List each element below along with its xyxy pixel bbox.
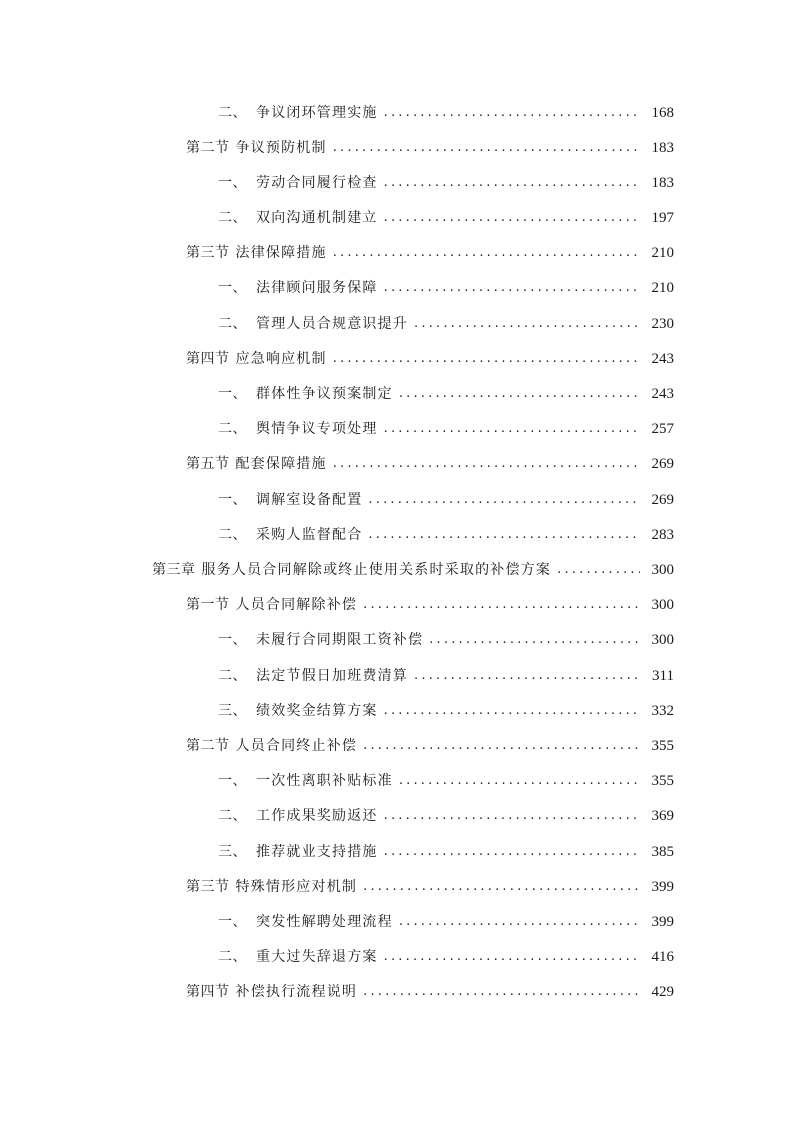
toc-entry xyxy=(186,978,674,1002)
toc-entry xyxy=(218,626,674,650)
toc-dot-leader xyxy=(363,595,640,615)
toc-entry-page: 269 xyxy=(651,492,674,508)
toc-entry xyxy=(218,943,674,967)
toc-dot-leader xyxy=(363,982,640,1002)
toc-entry-title: 推荐就业支持措施 xyxy=(256,844,378,860)
toc-dot-leader xyxy=(333,243,640,263)
toc-entry xyxy=(218,662,674,686)
toc-entry-title: 应急响应机制 xyxy=(235,351,327,367)
toc-entry-number: 二、 xyxy=(218,808,247,824)
toc-entry xyxy=(218,908,674,932)
toc-entry-title: 配套保障措施 xyxy=(235,456,327,472)
toc-dot-leader xyxy=(333,454,640,474)
toc-entry-page: 311 xyxy=(652,668,674,684)
toc-dot-leader xyxy=(333,349,640,369)
toc-entry-number: 一、 xyxy=(218,280,247,296)
toc-entry-page: 269 xyxy=(651,456,674,472)
toc-entry xyxy=(186,239,674,263)
toc-entry xyxy=(186,450,674,474)
toc-entry-page: 385 xyxy=(651,844,674,860)
toc-entry-page: 230 xyxy=(651,316,674,332)
toc-entry-page: 243 xyxy=(651,386,674,402)
toc-entry-page: 210 xyxy=(651,280,674,296)
toc-entry-page: 210 xyxy=(651,245,674,261)
toc-entry xyxy=(218,767,674,791)
toc-entry-page: 399 xyxy=(651,914,674,930)
toc-entry-page: 332 xyxy=(651,703,674,719)
toc-entry-title: 采购人监督配合 xyxy=(256,527,363,543)
toc-entry-title: 重大过失辞退方案 xyxy=(256,949,378,965)
toc-entry-page: 300 xyxy=(651,632,674,648)
toc-entry-page: 197 xyxy=(651,210,674,226)
toc-entry-number: 二、 xyxy=(218,668,247,684)
toc-entry-title: 舆情争议专项处理 xyxy=(256,421,378,437)
toc-entry-title: 绩效奖金结算方案 xyxy=(256,703,378,719)
toc-entry-page: 257 xyxy=(651,421,674,437)
toc-entry-title: 人员合同终止补偿 xyxy=(235,738,358,754)
toc-entry xyxy=(218,521,674,545)
toc-dot-leader xyxy=(557,560,640,580)
toc-entry xyxy=(218,838,674,862)
toc-entry-page: 300 xyxy=(651,562,674,578)
toc-entry xyxy=(186,732,674,756)
toc-entry xyxy=(186,345,674,369)
toc-dot-leader xyxy=(414,666,640,686)
toc-entry xyxy=(186,134,674,158)
toc-entry-number: 二、 xyxy=(218,105,247,121)
toc-entry-page: 183 xyxy=(651,175,674,191)
toc-dot-leader xyxy=(399,384,640,404)
toc-entry-number: 第二节 xyxy=(186,738,230,754)
toc-entry-number: 一、 xyxy=(218,632,247,648)
toc-dot-leader xyxy=(384,701,640,721)
toc-dot-leader xyxy=(333,138,640,158)
toc-entry-number: 第二节 xyxy=(186,140,230,156)
toc-entry-page: 168 xyxy=(651,105,674,121)
toc-dot-leader xyxy=(384,806,640,826)
toc-entry-number: 第三节 xyxy=(186,245,230,261)
toc-dot-leader xyxy=(384,947,640,967)
toc-entry-title: 争议闭环管理实施 xyxy=(256,105,378,121)
toc-dot-leader xyxy=(414,314,640,334)
toc-entry xyxy=(218,274,674,298)
toc-entry-title: 法律保障措施 xyxy=(235,245,327,261)
toc-entry-number: 二、 xyxy=(218,210,247,226)
toc-entry-title: 未履行合同期限工资补偿 xyxy=(256,632,424,648)
toc-entry xyxy=(218,486,674,510)
toc-entry-title: 劳动合同履行检查 xyxy=(256,175,378,191)
toc-entry-number: 三、 xyxy=(218,703,247,719)
toc-entry-number: 第三章 xyxy=(152,562,196,578)
toc-entry xyxy=(218,169,674,193)
toc-entry-number: 一、 xyxy=(218,386,247,402)
toc-entry-page: 399 xyxy=(651,879,674,895)
toc-entry-title: 服务人员合同解除或终止使用关系时采取的补偿方案 xyxy=(201,562,552,578)
toc-entry-number: 二、 xyxy=(218,316,247,332)
toc-entry-title: 争议预防机制 xyxy=(235,140,327,156)
toc-entry-number: 二、 xyxy=(218,527,247,543)
toc-dot-leader xyxy=(399,771,640,791)
toc-entry xyxy=(218,380,674,404)
toc-entry-title: 人员合同解除补偿 xyxy=(235,597,358,613)
toc-entry-page: 416 xyxy=(651,949,674,965)
toc-entry-title: 群体性争议预案制定 xyxy=(256,386,393,402)
toc-entry-number: 第五节 xyxy=(186,456,230,472)
toc-entry-number: 三、 xyxy=(218,844,247,860)
toc-entry-title: 管理人员合规意识提升 xyxy=(256,316,408,332)
toc-entry-chapter xyxy=(152,556,674,580)
toc-dot-leader xyxy=(384,173,640,193)
toc-dot-leader xyxy=(363,736,640,756)
toc-entry-page: 355 xyxy=(651,773,674,789)
toc-dot-leader xyxy=(368,525,640,545)
toc-entry-page: 355 xyxy=(651,738,674,754)
toc-entry-number: 第三节 xyxy=(186,879,230,895)
toc-entry-page: 283 xyxy=(651,527,674,543)
toc-entry-number: 一、 xyxy=(218,773,247,789)
toc-entry-number: 一、 xyxy=(218,914,247,930)
toc-entry-number: 第四节 xyxy=(186,351,230,367)
toc-entry-title: 法律顾问服务保障 xyxy=(256,280,378,296)
toc-entry xyxy=(218,204,674,228)
toc-entry-title: 补偿执行流程说明 xyxy=(235,984,358,1000)
toc-dot-leader xyxy=(384,103,640,123)
toc-entry-title: 双向沟通机制建立 xyxy=(256,210,378,226)
toc-entry-number: 一、 xyxy=(218,492,247,508)
toc-dot-leader xyxy=(384,208,640,228)
toc-entry xyxy=(218,99,674,123)
toc-entry xyxy=(218,802,674,826)
toc-entry-title: 一次性离职补贴标准 xyxy=(256,773,393,789)
toc-entry-number: 二、 xyxy=(218,421,247,437)
toc-entry-page: 183 xyxy=(651,140,674,156)
toc-dot-leader xyxy=(384,842,640,862)
toc-dot-leader xyxy=(429,630,640,650)
toc-entry-page: 243 xyxy=(651,351,674,367)
toc-dot-leader xyxy=(384,278,640,298)
toc-entry-title: 特殊情形应对机制 xyxy=(235,879,358,895)
toc-entry-title: 法定节假日加班费清算 xyxy=(256,668,408,684)
toc-entry xyxy=(218,310,674,334)
toc-entry-title: 调解室设备配置 xyxy=(256,492,363,508)
toc-dot-leader xyxy=(368,490,640,510)
toc-entry xyxy=(186,873,674,897)
toc-entry-title: 突发性解聘处理流程 xyxy=(256,914,393,930)
toc-entry xyxy=(218,697,674,721)
toc-entry-page: 369 xyxy=(651,808,674,824)
toc-entry xyxy=(186,591,674,615)
toc-entry-number: 二、 xyxy=(218,949,247,965)
toc-dot-leader xyxy=(384,419,640,439)
toc-entry-number: 第四节 xyxy=(186,984,230,1000)
toc-entry-number: 一、 xyxy=(218,175,247,191)
toc-dot-leader xyxy=(399,912,640,932)
toc-entry-title: 工作成果奖励返还 xyxy=(256,808,378,824)
toc-entry xyxy=(218,415,674,439)
toc-entry-page: 429 xyxy=(651,984,674,1000)
toc-dot-leader xyxy=(363,877,640,897)
toc-entry-page: 300 xyxy=(651,597,674,613)
toc-entry-number: 第一节 xyxy=(186,597,230,613)
